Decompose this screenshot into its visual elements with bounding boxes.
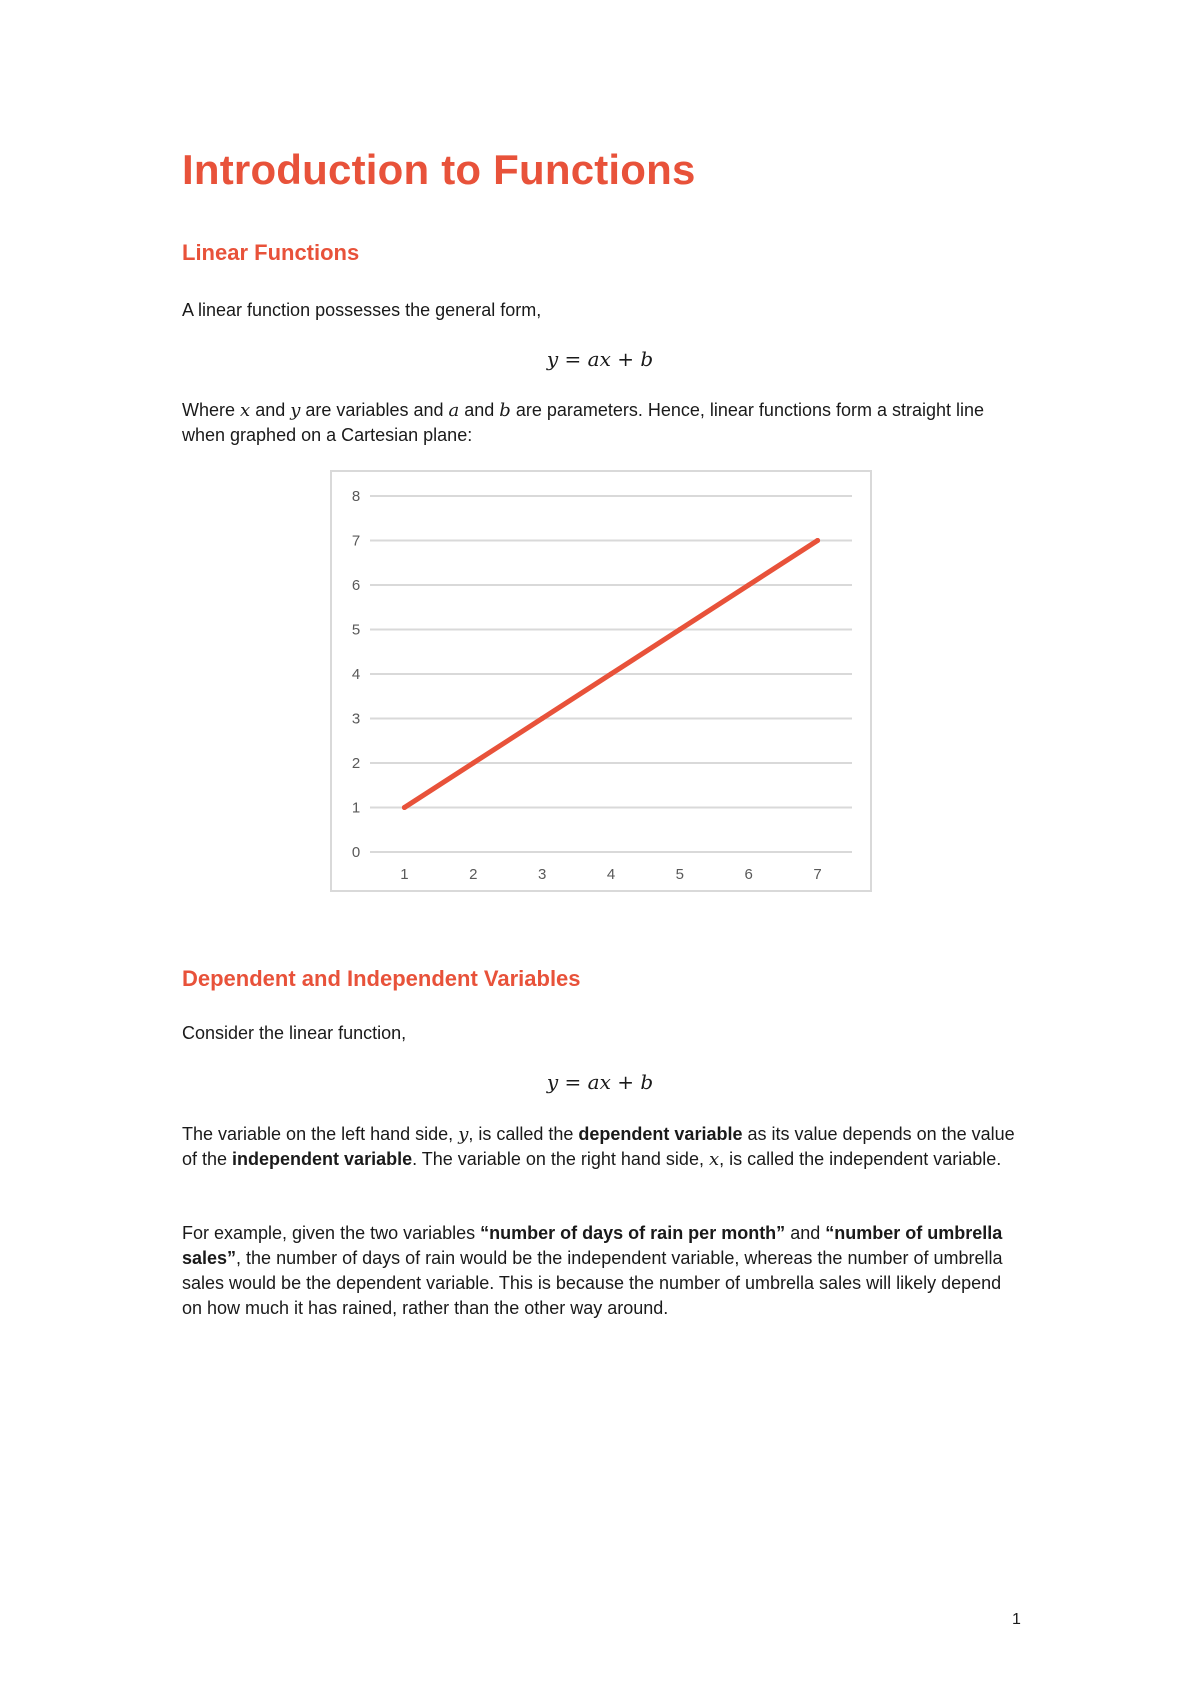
text-run: The variable on the left hand side, [182, 1124, 459, 1144]
data-point [609, 672, 614, 677]
data-point [402, 805, 407, 810]
text-run: . The variable on the right hand side, [412, 1149, 709, 1169]
y-tick-label: 4 [351, 666, 361, 683]
x-tick-label: 4 [606, 866, 616, 883]
example-paragraph [182, 1221, 1022, 1321]
y-tick-label: 2 [351, 755, 361, 772]
term-umbrella-sales: “number of umbrella sales” [182, 1223, 1003, 1268]
y-tick-label: 7 [351, 532, 361, 550]
data-point [540, 716, 545, 721]
x-tick-label: 3 [537, 866, 547, 883]
parameter-a: a [448, 400, 460, 421]
x-tick-label: 1 [400, 866, 409, 883]
text-run: are variables and [300, 400, 449, 420]
linear-equation: y = ax + b [546, 347, 654, 371]
linear-description [182, 398, 1022, 448]
text-run: and [250, 400, 291, 420]
variable-x: x [240, 400, 251, 421]
y-tick-label: 5 [351, 621, 361, 639]
data-point [746, 583, 751, 588]
x-tick-label: 5 [675, 866, 685, 883]
y-tick-label: 8 [351, 488, 361, 505]
dependent-equation: y = ax + b [546, 1070, 654, 1094]
linear-intro-text: A linear function possesses the general form, [182, 300, 542, 320]
page-title: Introduction to Functions [182, 146, 696, 193]
y-tick-label: 6 [351, 577, 361, 594]
data-point [471, 761, 476, 766]
variable-y: y [458, 1124, 469, 1145]
term-independent-variable: independent variable [232, 1149, 413, 1169]
term-dependent-variable: dependent variable [578, 1124, 743, 1144]
text-run: and [785, 1223, 826, 1243]
y-tick-label: 0 [351, 844, 361, 861]
data-point [815, 538, 820, 543]
text-run: Where [182, 400, 241, 420]
dependent-intro-text: Consider the linear function, [182, 1023, 407, 1043]
data-point [677, 627, 682, 632]
text-run: For example, given the two variables [182, 1223, 481, 1243]
text-run: are parameters. Hence, linear functions form a straight line when graphed on a Cartesian plane: [182, 400, 985, 445]
x-tick-label: 7 [813, 866, 822, 883]
text-run: , the number of days of rain would be the independent variable, whereas the number of umbrella sales would be the dependent variable. This is because the number of umbrella sales will likely depend on how much it has rained, rather than the other way around. [182, 1248, 1003, 1318]
text-run: as its value depends on the value of the [182, 1124, 1015, 1169]
y-tick-label: 1 [351, 799, 361, 817]
variable-x: x [708, 1149, 720, 1170]
y-tick-label: 3 [351, 710, 361, 728]
chart-svg [332, 472, 870, 890]
text-run: , is called the [468, 1124, 579, 1144]
line-chart [330, 470, 872, 892]
section-heading-dependent-independent: Dependent and Independent Variables [182, 966, 581, 991]
dependent-variable-paragraph [182, 1122, 1022, 1172]
text-run: , is called the independent variable. [719, 1149, 1002, 1169]
variable-y: y [290, 400, 301, 421]
text-run: and [459, 400, 500, 420]
term-days-of-rain: “number of days of rain per month” [480, 1223, 786, 1243]
page-number: 1 [1012, 1611, 1021, 1628]
section-heading-linear-functions: Linear Functions [182, 240, 360, 265]
x-tick-label: 2 [469, 866, 478, 883]
parameter-b: b [499, 400, 511, 421]
x-tick-label: 6 [744, 866, 753, 883]
